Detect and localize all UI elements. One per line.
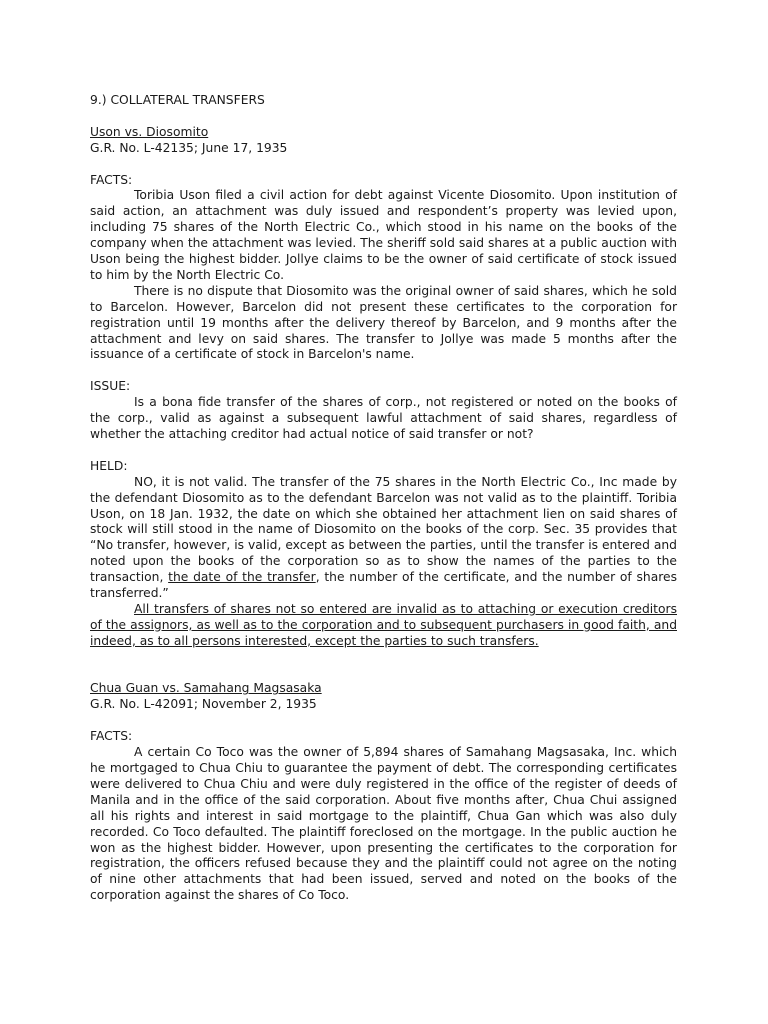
issue-paragraph: Is a bona fide transfer of the shares of corp., not registered or noted on the books of the corp., valid as against a subsequent lawful attachment of said shares, regardless of whether the attaching creditor had actual notice of said transfer or not? (90, 395, 677, 441)
case-uson-vs-diosomito (90, 125, 677, 650)
section-title: 9.) COLLATERAL TRANSFERS (90, 93, 265, 107)
case-citation: G.R. No. L-42091; November 2, 1935 (90, 697, 317, 712)
facts-label: FACTS: (90, 172, 133, 187)
document-body (90, 93, 677, 904)
held-underlined-paragraph: All transfers of shares not so entered are invalid as to attaching or execution creditors of the assignors, as well as to the corporation and to subsequent purchasers in good faith, and indeed, as to all persons interested, except the parties to such transfers. (90, 601, 677, 648)
held-text: , the number of the certificate, and the number of shares transferred.” (90, 570, 677, 601)
facts-label: FACTS: (90, 729, 133, 744)
case-citation: G.R. No. L-42135; June 17, 1935 (90, 140, 288, 155)
held-text: NO, it is not valid. The transfer of the 75 shares in the North Electric Co., Inc made by the defendant Diosomito as to the defendant Barcelon was not valid as to the plaintiff. Toribia Uson, on 18 Jan. 1932, the date on which she obtained her attachment lien on said shares of stock will still stood in the name of Diosomito on the books of the corp. Sec. 35 provides that “No transfer, however, is valid, except as between the parties, until the transfer is entered and noted upon the books of the corporation so as to show the names of the parties to the transaction, (90, 474, 677, 585)
held-underlined-text: the date of the transfer (168, 570, 316, 585)
case-chua-guan-vs-samahang-magsasaka (90, 681, 677, 904)
facts-paragraph: Toribia Uson filed a civil action for debt against Vicente Diosomito. Upon institution of said action, an attachment was duly issued and respondent’s property was levied upon, including 75 shares of the North Electric Co., which stood in his name on the books of the company when the attachment was levied. The sheriff sold said shares at a public auction with Uson being the highest bidder. Jollye claims to be the owner of said certificate of stock issued to him by the North Electric Co. (90, 188, 677, 282)
issue-label: ISSUE: (90, 379, 131, 394)
held-paragraph (90, 475, 677, 602)
case-title: Chua Guan vs. Samahang Magsasaka (90, 681, 322, 696)
facts-paragraph: A certain Co Toco was the owner of 5,894 shares of Samahang Magsasaka, Inc. which he mortgaged to Chua Chiu to guarantee the payment of debt. The corresponding certificates were delivered to Chua Chiu and were duly registered in the office of the register of deeds of Manila and in the office of the said corporation. About five months after, Chua Chui assigned all his rights and interest in said mortgage to the plaintiff, Chua Gan which was also duly recorded. Co Toco defaulted. The plaintiff foreclosed on the mortgage. In the public auction he won as the highest bidder. However, upon presenting the certificates to the corporation for registration, the officers refused because they and the plaintiff could not agree on the noting of nine other attachments that had been issued, served and noted on the books of the corporation against the shares of Co Toco. (90, 745, 677, 903)
case-title: Uson vs. Diosomito (90, 124, 209, 139)
facts-paragraph: There is no dispute that Diosomito was the original owner of said shares, which he sold to Barcelon. However, Barcelon did not present these certificates to the corporation for registration until 19 months after the delivery thereof by Barcelon, and 9 months after the attachment and levy on said shares. The transfer to Jollye was made 5 months after the issuance of a certificate of stock in Barcelon's name. (90, 283, 677, 362)
held-label: HELD: (90, 458, 128, 473)
